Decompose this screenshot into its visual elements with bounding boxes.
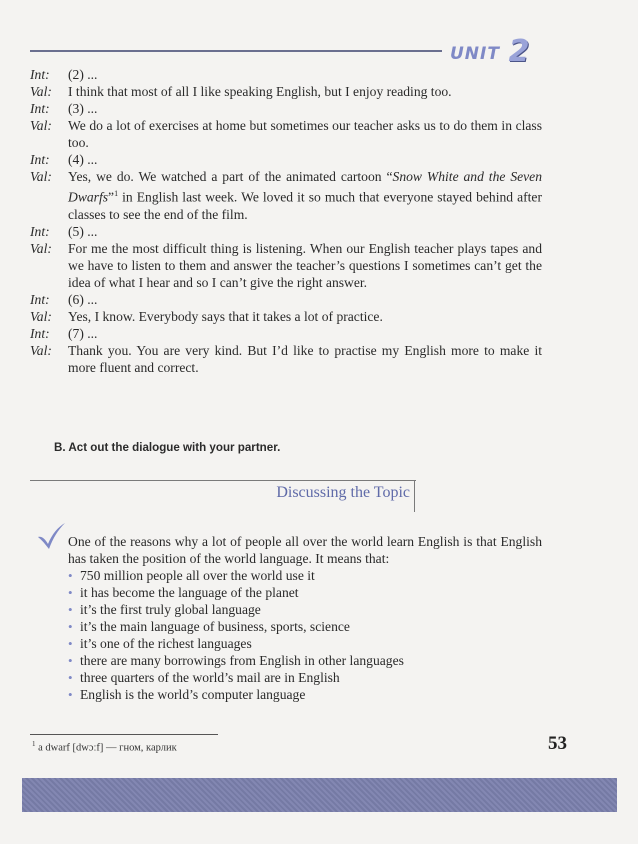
line-text (68, 168, 542, 223)
topic-block (68, 533, 542, 703)
dialogue-line (30, 291, 542, 308)
list-item (68, 635, 542, 652)
bullet-icon: • (68, 636, 73, 651)
line-text: For me the most difficult thing is listening. When our English teacher plays tapes and we have to listen to them and answer the teacher’s questions I sometimes can’t get the idea of what I hear and so I can’t give the right answer. (68, 240, 542, 290)
dialogue-line (30, 308, 542, 325)
section-rule (30, 480, 416, 481)
list-item (68, 601, 542, 618)
list-item (68, 618, 542, 635)
list-item-text: it’s one of the richest languages (80, 636, 252, 651)
line-text: I think that most of all I like speaking English, but I enjoy reading too. (68, 84, 452, 99)
bullet-icon: • (68, 670, 73, 685)
unit-word: UNIT (450, 44, 500, 64)
footnote (32, 740, 177, 754)
dialogue-line (30, 342, 542, 376)
film-title: Snow White and the Seven Dwarfs (68, 169, 543, 205)
list-item-text: it has become the language of the planet (80, 585, 299, 600)
line-text-part: in English last week. We loved it so much that everyone stayed behind after classes to see the end of the film. (68, 189, 542, 222)
footnote-text: a dwarf [dwɔːf] — гном, карлик (38, 742, 177, 754)
footnote-ref: 1 (114, 189, 119, 198)
speaker: Val: (30, 342, 52, 358)
bullet-icon: • (68, 568, 73, 583)
list-item-text: three quarters of the world’s mail are in English (80, 670, 340, 685)
speaker: Val: (30, 308, 52, 324)
line-text-part: Yes, we do. We watched a part of the animated cartoon “ (68, 169, 393, 184)
checkmark-icon (36, 522, 66, 550)
line-text: (6) ... (68, 291, 98, 307)
list-item (68, 567, 542, 584)
unit-number: 2 (508, 34, 531, 69)
bullet-icon: • (68, 687, 73, 702)
closing-quote: ” (108, 189, 115, 205)
footnote-marker: 1 (32, 740, 36, 748)
dialogue-line (30, 168, 542, 223)
line-text: Thank you. You are very kind. But I’d like to practise my English more to make it more fluent and correct. (68, 342, 542, 375)
footnote-rule (30, 734, 218, 735)
list-item (68, 652, 542, 669)
speaker: Int: (30, 67, 50, 82)
speaker: Int: (30, 101, 50, 116)
dialogue-line (30, 240, 542, 291)
line-text: We do a lot of exercises at home but sometimes our teacher asks us to do them in class too. (68, 118, 542, 150)
list-item-text: English is the world’s computer language (80, 687, 306, 702)
speaker: Val: (30, 169, 52, 184)
list-item (68, 669, 542, 686)
bullet-icon: • (68, 602, 73, 617)
exercise-instruction: B. Act out the dialogue with your partner. (54, 441, 281, 454)
line-text: (4) ... (68, 152, 98, 167)
dialogue-line (30, 117, 542, 151)
section-title: Discussing the Topic (276, 484, 410, 501)
section-vertical-rule (414, 480, 415, 512)
dialogue-line (30, 325, 542, 342)
line-text: Yes, I know. Everybody says that it takes a lot of practice. (68, 308, 383, 324)
list-item-text: there are many borrowings from English in other languages (80, 653, 404, 668)
dialogue-line (30, 83, 542, 100)
list-item-text: it’s the first truly global language (80, 602, 261, 617)
list-item-text: 750 million people all over the world use it (80, 568, 315, 583)
speaker: Val: (30, 84, 52, 99)
speaker: Int: (30, 291, 50, 307)
dialogue-line (30, 151, 542, 168)
dialogue-line (30, 100, 542, 117)
page-number: 53 (548, 733, 567, 754)
bullet-icon: • (68, 653, 73, 668)
bullet-icon: • (68, 585, 73, 600)
line-text: (2) ... (68, 67, 98, 82)
line-text: (3) ... (68, 101, 98, 116)
line-text: (7) ... (68, 325, 98, 341)
speaker: Val: (30, 240, 52, 256)
speaker: Val: (30, 118, 52, 133)
speaker: Int: (30, 325, 50, 341)
bullet-icon: • (68, 619, 73, 634)
list-item-text: it’s the main language of business, sports, science (80, 619, 350, 634)
topic-intro: One of the reasons why a lot of people all over the world learn English is that English has taken the position of the world language. It means that: (68, 534, 542, 566)
list-item (68, 584, 542, 601)
speaker: Int: (30, 223, 50, 239)
unit-badge (450, 34, 548, 69)
header-rule (30, 50, 442, 52)
speaker: Int: (30, 152, 50, 167)
line-text: (5) ... (68, 223, 98, 239)
dialogue-line (30, 66, 542, 83)
reasons-list (68, 567, 542, 703)
list-item (68, 686, 542, 703)
dialogue (30, 66, 542, 376)
bottom-decorative-band (22, 778, 617, 812)
dialogue-line (30, 223, 542, 240)
